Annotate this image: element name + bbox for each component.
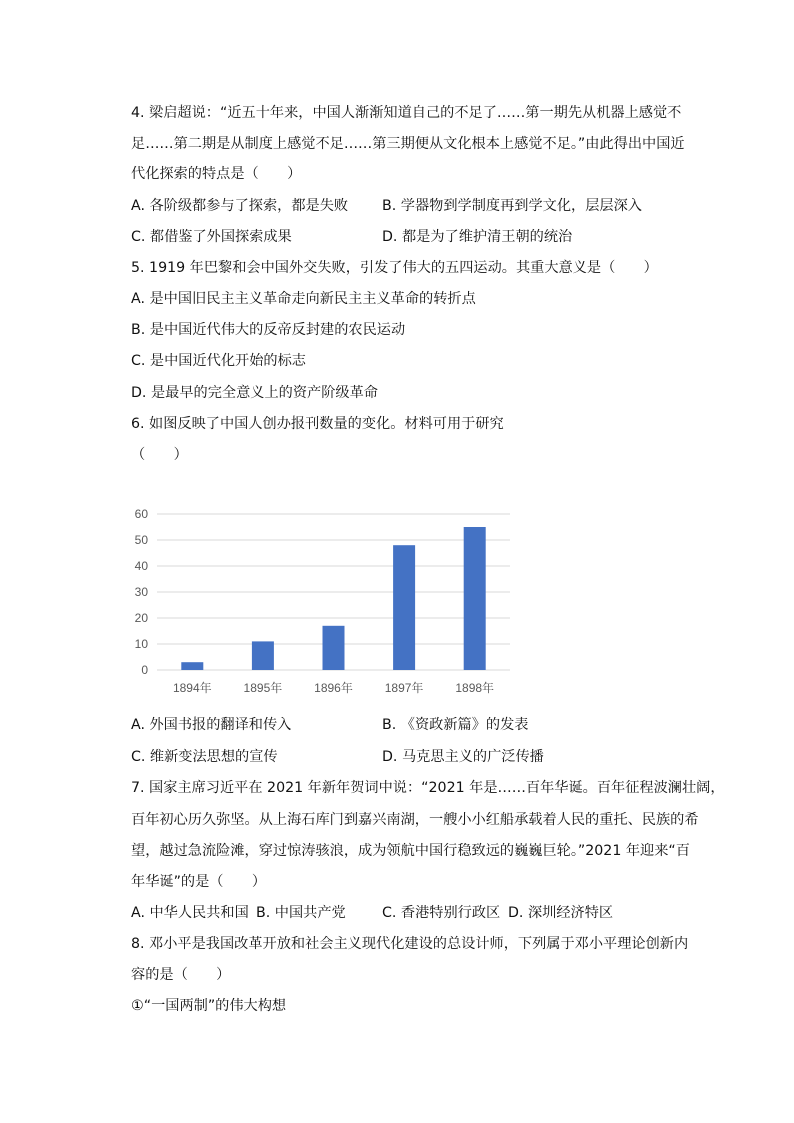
newspaper-count-bar-chart xyxy=(120,500,520,700)
q6-answer-paren: （ ） xyxy=(131,447,188,463)
q7-option-c: C. 香港特别行政区 xyxy=(382,905,501,921)
q5-option-a: A. 是中国旧民主主义革命走向新民主主义革命的转折点 xyxy=(131,291,476,307)
y-tick-label: 0 xyxy=(141,663,148,677)
x-tick-label: 1895年 xyxy=(243,681,283,695)
x-tick-label: 1897年 xyxy=(384,681,424,695)
y-tick-label: 30 xyxy=(134,585,148,599)
y-tick-label: 10 xyxy=(134,637,148,651)
q8-stem-line1: 8. 邓小平是我国改革开放和社会主义现代化建设的总设计师，下列属于邓小平理论创新内 xyxy=(131,936,689,952)
q5-stem: 5. 1919 年巴黎和会中国外交失败，引发了伟大的五四运动。其重大意义是（ ） xyxy=(131,260,658,276)
y-tick-label: 40 xyxy=(134,559,148,573)
q8-item-1: ①“一国两制”的伟大构想 xyxy=(131,998,287,1014)
x-tick-label: 1898年 xyxy=(455,681,495,695)
q5-option-b: B. 是中国近代伟大的反帝反封建的农民运动 xyxy=(131,322,406,338)
q6-option-d: D. 马克思主义的广泛传播 xyxy=(382,749,544,765)
y-tick-label: 20 xyxy=(134,611,148,625)
q7-stem-line2: 百年初心历久弥坚。从上海石库门到嘉兴南湖，一艘小小红船承载着人民的重托、民族的希 xyxy=(131,812,699,828)
q6-option-b: B. 《资政新篇》的发表 xyxy=(382,717,529,733)
q7-stem-line3: 望，越过急流险滩，穿过惊涛骇浪，成为领航中国行稳致远的巍巍巨轮。”2021 年迎来“百 xyxy=(131,843,690,859)
y-tick-label: 60 xyxy=(134,507,148,521)
bar xyxy=(464,527,486,670)
q8-stem-line2: 容的是（ ） xyxy=(131,967,231,983)
q5-option-c: C. 是中国近代化开始的标志 xyxy=(131,353,306,369)
q6-stem: 6. 如图反映了中国人创办报刊数量的变化。材料可用于研究 xyxy=(131,416,504,432)
y-tick-label: 50 xyxy=(134,533,148,547)
q4-option-a: A. 各阶级都参与了探索，都是失败 xyxy=(131,198,349,214)
q4-stem-line3: 代化探索的特点是（ ） xyxy=(131,166,302,182)
x-tick-label: 1896年 xyxy=(314,681,353,695)
q4-stem-line2: 足……第二期是从制度上感觉不足……第三期便从文化根本上感觉不足。”由此得出中国近 xyxy=(131,136,685,152)
q4-option-c: C. 都借鉴了外国探索成果 xyxy=(131,229,292,245)
q4-option-d: D. 都是为了维护清王朝的统治 xyxy=(382,229,573,245)
q4-option-b: B. 学器物到学制度再到学文化，层层深入 xyxy=(382,198,642,214)
chart-x-tick-labels xyxy=(173,680,494,695)
bar xyxy=(393,545,415,670)
bar xyxy=(181,662,203,670)
q7-option-b: B. 中国共产党 xyxy=(256,905,346,921)
bar xyxy=(323,626,345,670)
q7-option-a: A. 中华人民共和国 xyxy=(131,905,249,921)
q6-option-c: C. 维新变法思想的宣传 xyxy=(131,749,278,765)
bar xyxy=(252,641,274,670)
q6-option-a: A. 外国书报的翻译和传入 xyxy=(131,717,292,733)
chart-bars xyxy=(181,527,485,670)
q5-option-d: D. 是最早的完全意义上的资产阶级革命 xyxy=(131,385,378,401)
q7-option-d: D. 深圳经济特区 xyxy=(508,905,614,921)
q7-stem-line4: 年华诞”的是（ ） xyxy=(131,874,267,890)
chart-y-tick-labels xyxy=(135,507,149,677)
q4-stem-line1: 4. 梁启超说：“近五十年来，中国人渐渐知道自己的不足了……第一期先从机器上感觉不 xyxy=(131,105,682,121)
q7-stem-line1: 7. 国家主席习近平在 2021 年新年贺词中说：“2021 年是……百年华诞。百年征程波澜壮阔， xyxy=(131,780,725,796)
x-tick-label: 1894年 xyxy=(172,681,212,695)
